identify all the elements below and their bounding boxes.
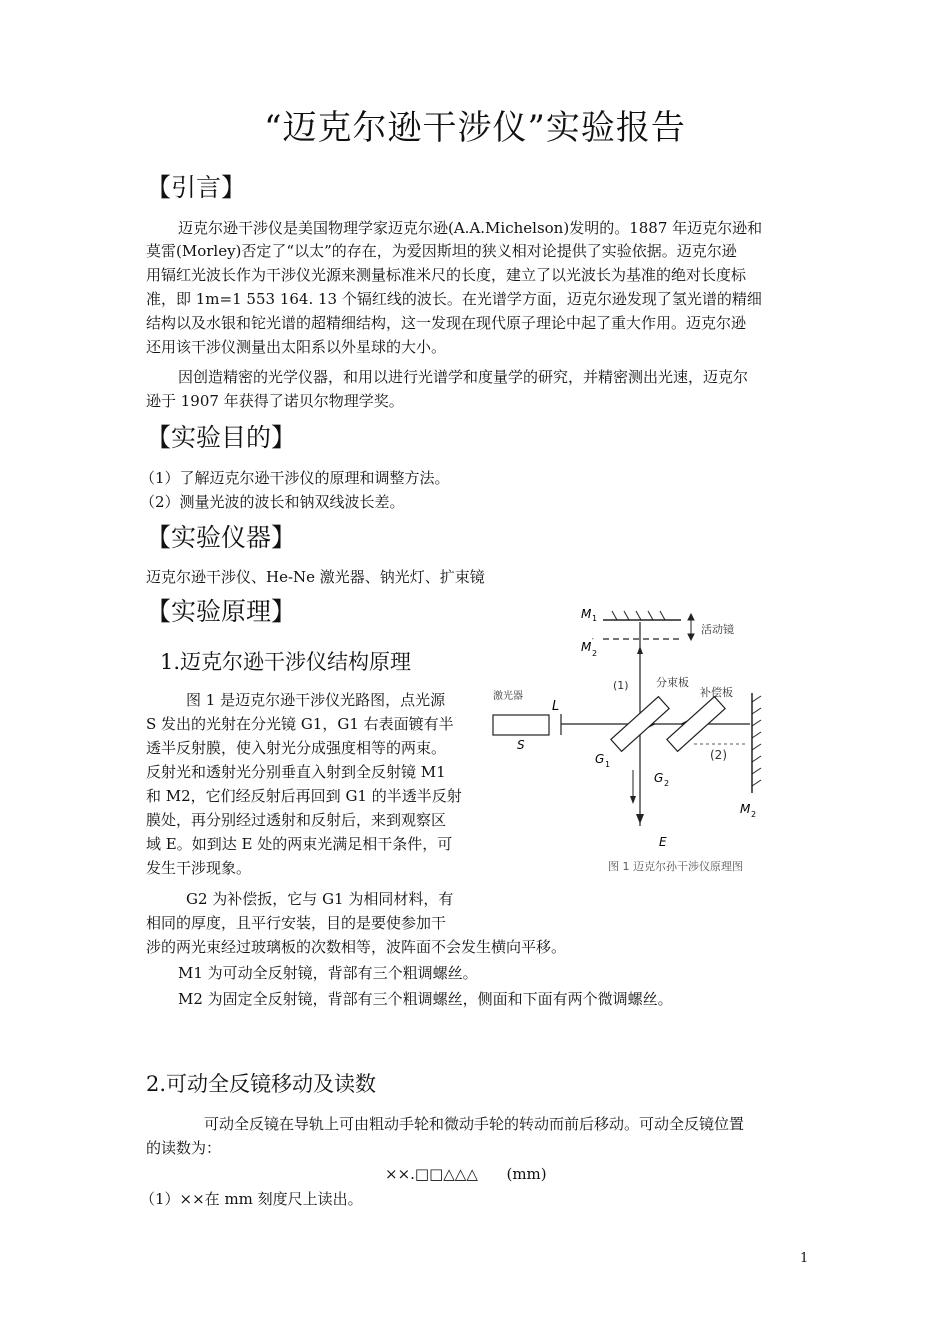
principle-heading: 【实验原理】 [146,597,297,626]
principle-line-9: G2 为补偿扳，它与 G1 为相同材料，有 [186,890,454,908]
reading-formula: ××.□□△△△ (mm) [385,1165,547,1183]
reading-line-2: 的读数为： [146,1139,222,1157]
label-m1: M [581,607,592,621]
intro-line-1: 迈克尔逊干涉仪是美国物理学家迈克尔逊(A.A.Michelson)发明的。1887 年迈克尔逊和 [178,219,763,237]
principle-line-11: 涉的两光束经过玻璃板的次数相等，波阵面不会发生横向平移。 [146,938,567,956]
mirror-m1-hatching [612,611,665,620]
principle-line-1: 图 1 是迈克尔逊干涉仪光路图，点光源 [186,691,446,709]
label-m2: M [740,802,751,816]
principle-line-2: S 发出的光射在分光镜 G1，G1 右表面镀有半 [146,715,454,733]
principle-line-4: 反射光和透射光分别垂直入射到全反射镜 M1 [146,763,446,781]
m2-description: M2 为固定全反射镜，背部有三个粗调螺丝，侧面和下面有两个微调螺丝。 [178,990,673,1008]
m1-description: M1 为可动全反射镜，背部有三个粗调螺丝。 [178,964,478,982]
subsection-2-title: 2.可动全反镜移动及读数 [146,1072,377,1096]
label-g1-sub: 1 [605,760,611,769]
label-beam-1: (1) [613,679,629,692]
intro-line-8: 逊于 1907 年获得了诺贝尔物理学奖。 [146,392,404,410]
label-m1-prime-mark: ′ [592,637,594,646]
figure-caption: 图 1 迈克尔孙干涉仪原理图 [608,860,743,873]
intro-line-2: 莫雷(Morley)否定了“以太”的存在，为爱因斯坦的狭义相对论提供了实验依据。迈克尔逊 [146,242,737,260]
principle-line-7: 域 E。如到达 E 处的两束光满足相干条件，可 [146,835,453,853]
label-movable-mirror: 活动镜 [701,623,734,636]
label-s: S [517,738,525,752]
label-splitter: 分束板 [656,676,689,689]
label-e: E [659,835,667,849]
apparatus-text: 迈克尔逊干涉仪、He-Ne 激光器、钠光灯、扩束镜 [146,568,485,586]
subsection-1-title: 1.迈克尔逊干涉仪结构原理 [160,650,412,674]
page-number: 1 [800,1251,809,1266]
label-m2-sub: 2 [751,810,757,819]
purpose-item-2: （2）测量光波的波长和钠双线波长差。 [140,493,405,511]
principle-line-6: 膜处，再分别经过透射和反射后，来到观察区 [146,811,447,829]
intro-line-6: 还用该干涉仪测量出太阳系以外星球的大小。 [146,338,447,356]
mirror-m2-hatching [752,696,761,786]
beam-arrow-up [637,646,643,654]
intro-line-3: 用镉红光波长作为干涉仪光源来测量标准米尺的长度，建立了以光波长为基准的绝对长度标 [146,266,747,284]
movable-arrow [688,614,694,640]
label-l: L [552,699,560,714]
intro-line-5: 结构以及水银和铊光谱的超精细结构，这一发现在现代原子理论中起了重大作用。迈克尔逊 [146,314,747,332]
laser-box [493,715,549,735]
principle-line-5: 和 M2，它们经反射后再回到 G1 的半透半反射 [146,787,462,805]
intro-line-4: 准，即 1m=1 553 164. 13 个镉红线的波长。在光谱学方面，迈克尔逊发现了氢光谱的精细 [146,290,762,308]
purpose-item-1: （1）了解迈克尔逊干涉仪的原理和调整方法。 [140,469,450,487]
reading-line-1: 可动全反镜在导轨上可由粗动手轮和微动手轮的转动而前后移动。可动全反镜位置 [204,1115,745,1133]
label-g2-sub: 2 [664,779,670,788]
reading-item-1: （1）××在 mm 刻度尺上读出。 [140,1190,363,1208]
principle-line-8: 发生干涉现象。 [146,859,252,877]
beam-arrow-down [636,814,644,824]
label-laser: 激光器 [493,691,523,702]
label-beam-2: (2) [710,748,727,762]
label-g1: G [595,752,605,766]
label-m1-sub: 1 [592,614,598,623]
document-title: “迈克尔逊干涉仪”实验报告 [264,108,686,148]
principle-line-3: 透半反射膜，使入射光分成强度相等的两束。 [146,739,447,757]
label-m1-prime: M [581,640,592,654]
intro-heading: 【引言】 [146,173,247,202]
purpose-heading: 【实验目的】 [146,423,297,452]
intro-line-7: 因创造精密的光学仪器，和用以进行光谱学和度量学的研究，并精密测出光速，迈克尔 [178,368,749,386]
label-compensator: 补偿板 [700,686,733,699]
label-g2: G [654,771,664,785]
apparatus-heading: 【实验仪器】 [146,523,297,552]
label-m1-prime-sub: 2 [592,649,598,658]
interferometer-diagram [488,598,788,880]
principle-line-10: 相同的厚度，且平行安装，目的是要使参加干 [146,914,447,932]
